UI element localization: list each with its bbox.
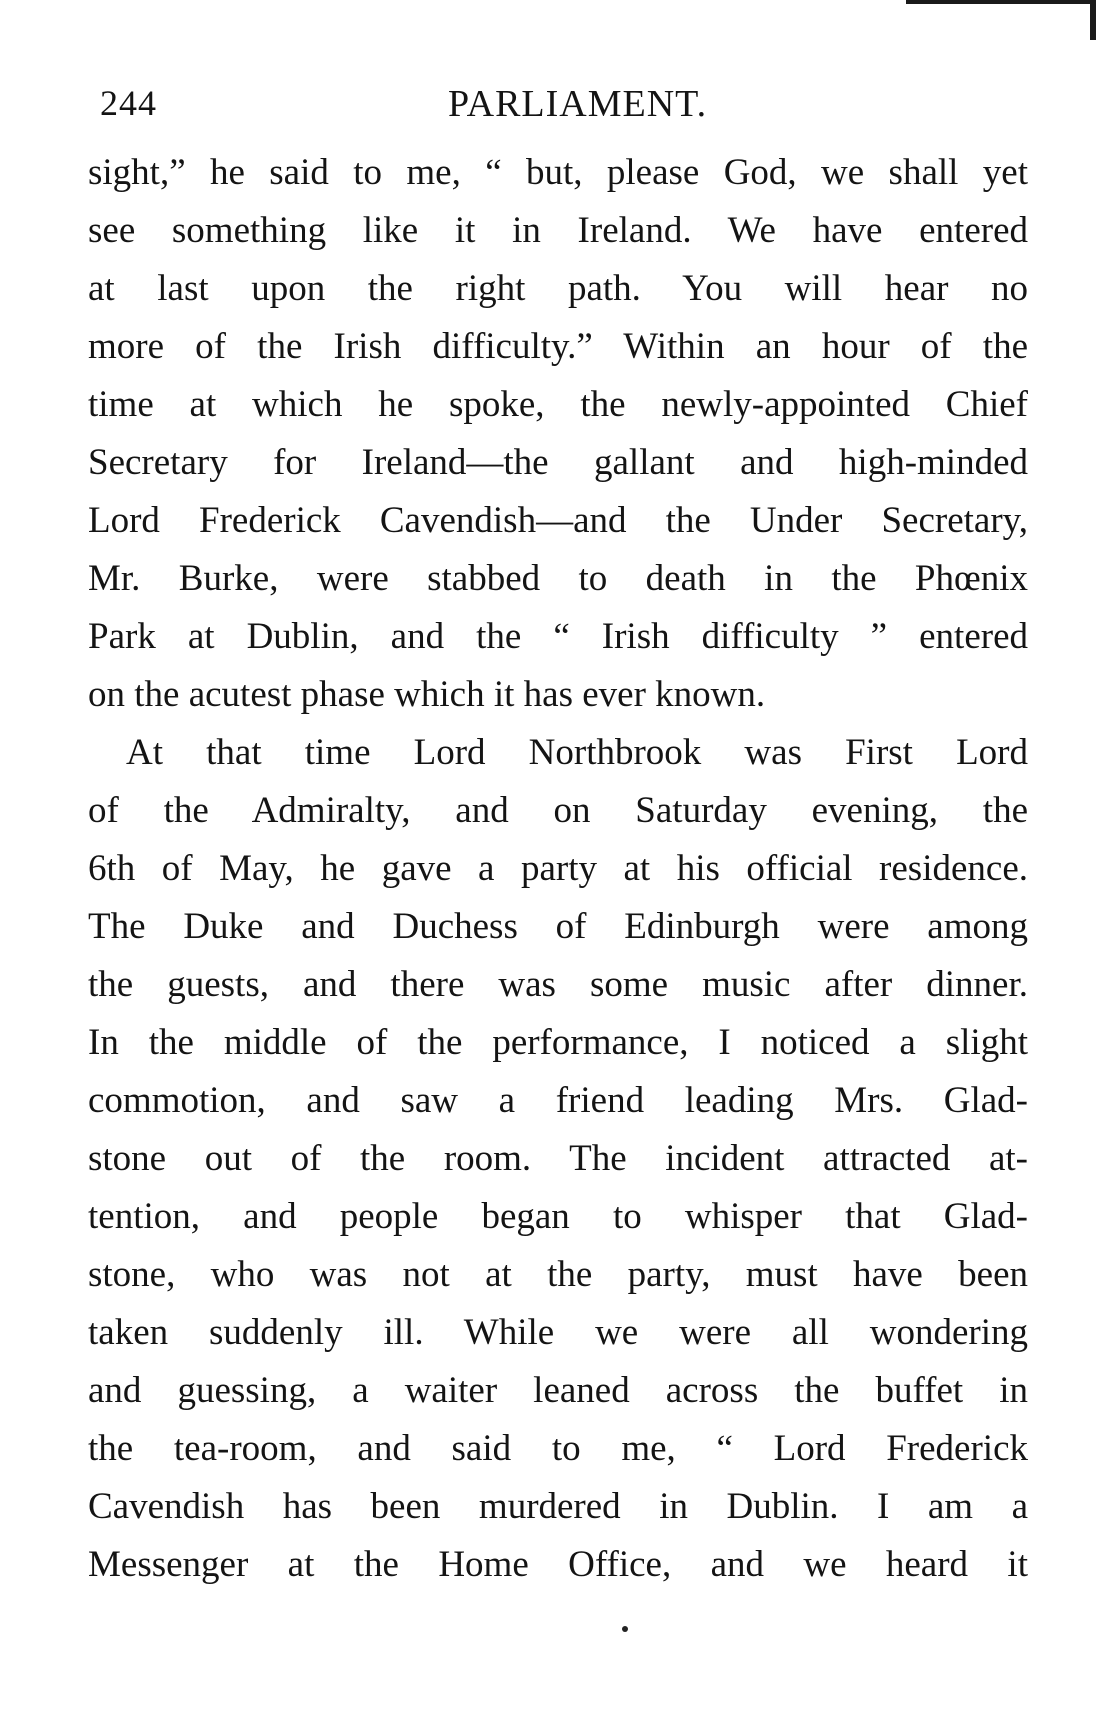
text-line: tention, and people began to whisper that Glad- [88,1196,1028,1237]
text-line: time at which he spoke, the newly-appointed Chief [88,384,1028,425]
text-line: stone out of the room. The incident attracted at- [88,1138,1028,1179]
scan-edge-tick [1090,0,1096,40]
text-line: and guessing, a waiter leaned across the buffet in [88,1370,1028,1411]
body-text [88,144,1028,1594]
text-line: Messenger at the Home Office, and we heard it [88,1544,1028,1585]
running-head [88,76,1028,136]
text-line: At that time Lord Northbrook was First Lord [126,732,1028,773]
text-line: Park at Dublin, and the “ Irish difficulty ” entered [88,616,1028,657]
text-line: Secretary for Ireland—the gallant and high-minded [88,442,1028,483]
text-line: stone, who was not at the party, must have been [88,1254,1028,1295]
text-line: taken suddenly ill. While we were all wondering [88,1312,1028,1353]
text-line: Cavendish has been murdered in Dublin. I am a [88,1486,1028,1527]
text-line: the guests, and there was some music after dinner. [88,964,1028,1005]
text-line: Lord Frederick Cavendish—and the Under Secretary, [88,500,1028,541]
text-line: of the Admiralty, and on Saturday evening, the [88,790,1028,831]
text-line: on the acutest phase which it has ever known. [88,674,766,715]
text-line: more of the Irish difficulty.” Within an hour of the [88,326,1028,367]
text-line: Mr. Burke, were stabbed to death in the Phœnix [88,558,1028,599]
text-line: The Duke and Duchess of Edinburgh were among [88,906,1028,947]
paragraph-1 [88,144,1028,724]
book-page [88,76,1028,1594]
ink-speck [622,1626,628,1632]
text-line: In the middle of the performance, I noticed a slight [88,1022,1028,1063]
text-line: the tea-room, and said to me, “ Lord Frederick [88,1428,1028,1469]
running-title: PARLIAMENT. [448,83,708,125]
paragraph-2 [88,724,1028,1594]
scan-edge-mark [906,0,1096,4]
text-line: at last upon the right path. You will hear no [88,268,1028,309]
text-line: 6th of May, he gave a party at his official residence. [88,848,1028,889]
text-line: see something like it in Ireland. We have entered [88,210,1028,251]
page-number: 244 [100,83,157,123]
text-line: commotion, and saw a friend leading Mrs. Glad- [88,1080,1028,1121]
text-line: sight,” he said to me, “ but, please God, we shall yet [88,152,1028,193]
